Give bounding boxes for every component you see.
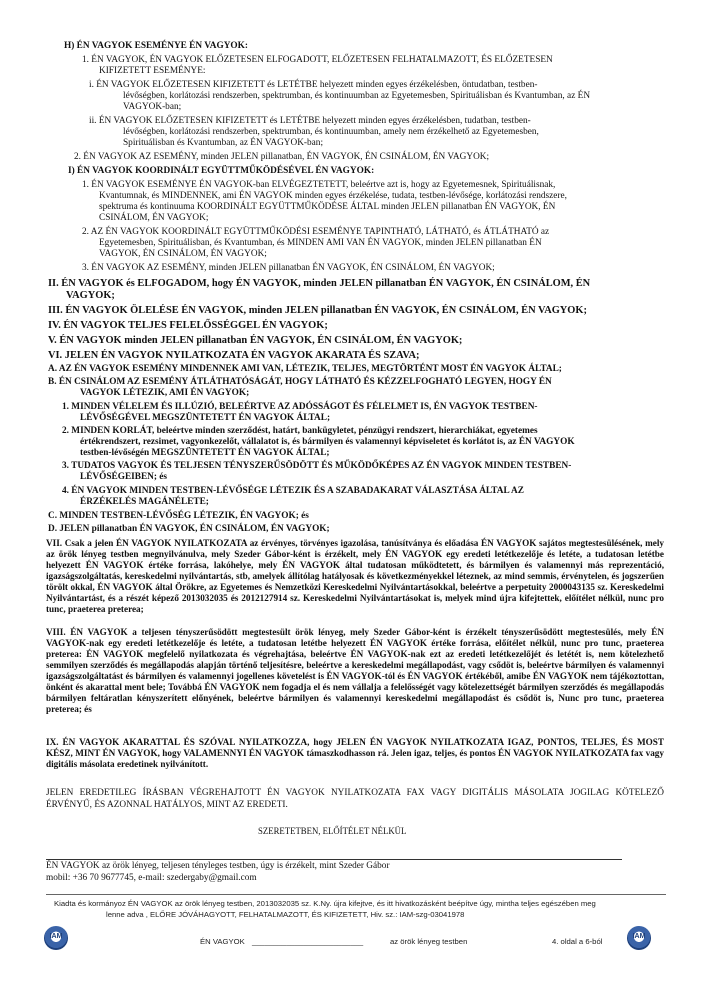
signature-contact: mobil: +36 70 9677745, e-mail: szedergaby@gmail.com	[46, 873, 257, 883]
text-line: ii. ÉN VAGYOK ELŐZETESEN KIFIZETETT és LETÉTBE helyezett minden egyes érzékelésben, tudatban, testben-	[89, 116, 531, 126]
paragraph: IX. ÉN VAGYOK AKARATTAL ÉS SZÓVAL NYILATKOZZA, hogy JELEN ÉN VAGYOK NYILATKOZATA IGAZ, PONTOS, TELJES, ÉS MOST KÉSZ, MINT ÉN VAGYOK, hogy VALAMENNYI ÉN VAGYOK támaszkodhasson rá. Jelen igaz, teljes, és pontos ÉN VAGYOK NYILATKOZATA fax vagy digitális másolata eredetinek nyilvánított.	[46, 737, 664, 769]
text-line: VAGYOK-ban;	[123, 102, 182, 112]
text-line: spektruma és kontinuuma KOORDINÁLT EGYÜTTMŰKÖDÉSE ÁLTAL minden JELEN pillanatban ÉN VAGYOK, ÉN	[99, 202, 556, 212]
footer-line-2: lenne adva , ELŐRE JÓVÁHAGYOTT, FELHATALMAZOTT, ÉS KIFIZETETT, Hiv. sz.: IAM-szg-03041978	[106, 910, 465, 919]
closing-statement: JELEN EREDETILEG ÍRÁSBAN VÉGREHAJTOTT ÉN VAGYOK NYILATKOZATA FAX VAGY DIGITÁLIS MÁSOLATA JOGILAG KÖTELEZŐ ÉRVÉNYŰ, ÉS AZONNAL HATÁLYOS, MINT AZ EREDETI.	[46, 788, 664, 810]
text-line: 1. ÉN VAGYOK ESEMÉNYE ÉN VAGYOK-ban ELVÉGEZTETETT, beleértve azt is, hogy az Egyetemesnek, Spirituálisnak,	[82, 180, 556, 190]
text-line: CSINÁLOM, ÉN VAGYOK;	[99, 213, 209, 223]
footer-right-label: az örök lényeg testben	[390, 937, 468, 946]
text-line: IV. ÉN VAGYOK TELJES FELELŐSSÉGGEL ÉN VAGYOK;	[48, 320, 328, 331]
footer-left-label: ÉN VAGYOK	[200, 937, 245, 946]
text-line: 2. MINDEN KORLÁT, beleértve minden szerződést, határt, bankügyletet, pénzügyi rendszert, hierarchiákat, egyetemes	[62, 426, 538, 436]
text-line: értékrendszert, rezsimet, vagyonkezelőt, vállalatot is, és bármilyen és valamennyi képviseletet és korlátot is, az ÉN VAGYOK	[80, 437, 575, 447]
text-line: lévőségben, korlátozási rendszerben, spektrumban, és kontinuumban, amely nem érzékelhető az Egyetemesben,	[123, 127, 539, 137]
text-line: lévőségben, korlátozási rendszerben, spektrumban, és kontinuumban az Egyetemesben, Spirituálisban és Kvantumban, az ÉN	[123, 91, 591, 101]
text-line: A. AZ ÉN VAGYOK ESEMÉNY MINDENNEK AMI VAN, LÉTEZIK, TELJES, MEGTÖRTÉNT MOST ÉN VAGYOK ÁLTAL;	[48, 364, 562, 374]
text-line: VAGYOK;	[66, 290, 115, 301]
text-line: Egyetemesben, Spirituálisban, és Kvantumban, és MINDEN AMI VAN ÉN VAGYOK, minden JELEN pillanatban ÉN	[99, 238, 542, 248]
text-line: 2. AZ ÉN VAGYOK KOORDINÁLT EGYÜTTMŰKÖDÉSI ESEMÉNYE TAPINTHATÓ, LÁTHATÓ, és ÁTLÁTHATÓ az	[82, 227, 550, 237]
footer-blank: __________________________	[252, 937, 364, 946]
text-line: D. JELEN pillanatban ÉN VAGYOK, ÉN CSINÁLOM, ÉN VAGYOK;	[48, 524, 330, 534]
footer-line-1: Kiadta és kormányoz ÉN VAGYOK az örök lényeg testben, 2013032035 sz. K.Ny. újra kifejtve, és itt hivatkozásként beépítve úgy, mintha teljes egészében meg	[54, 899, 596, 908]
text-line: i. ÉN VAGYOK ELŐZETESEN KIFIZETETT és LETÉTBE helyezett minden egyes érzékelésben, öntudatban, testben-	[89, 80, 538, 90]
text-line: KIFIZETETT ESEMÉNYE:	[99, 66, 206, 76]
text-line: VAGYOK LÉTEZIK, AMI ÉN VAGYOK;	[80, 388, 250, 398]
text-line: 1. ÉN VAGYOK, ÉN VAGYOK ELŐZETESEN ELFOGADOTT, ELŐZETESEN FELHATALMAZOTT, ÉS ELŐZETESEN	[82, 55, 553, 65]
paragraph: VIII. ÉN VAGYOK a teljesen tényszerűsödött megtestesült örök lényeg, mely Szeder Gábor-ként is érzékelt tényszerűsödött megtestesülés, mely ÉN VAGYOK-nak egy eredeti letétkezelője és letéte, a tudatosan letétbe helyezett ÉN VAGYOK értéke forrása, előítélet nélkül, nunc pro tunc, praeterea preterea: ÉN VAGYOK megfelelő nyilatkozata és végrehajtása, beleértve ÉN VAGYOK-nak ezt az eredeti letétkezelőjét és letétét is, nem kötelezhető semmilyen szerződés és megállapodás alapján történő teljesítésre, beleértve a kereskedelmi megállapodást, vagy csődöt is, beleértve bármilyen és valamennyi igazságszolgáltatást és bármilyen és valamennyi jogellenes követelést is ÉN VAGYOK-tól és ÉN VAGYOK értékéből, amibe ÉN VAGYOK nem tájékoztottan, önként és akarattal ment bele; Továbbá ÉN VAGYOK nem fogadja el és nem vállalja a felelősségét vagy kötelezettségét bármilyen szerződés és megállapodás bármilyen feltáratlan kényszerített előnyének, beleértve bármilyen és valamennyi kereskedelmi megállapodást és csődöt is, Nunc pro tunc, praeterea preterea; és	[46, 627, 664, 714]
text-line: 1. MINDEN VÉLELEM ÉS ILLÚZIÓ, BELEÉRTVE AZ ADÓSSÁGOT ÉS FÉLELMET IS, ÉN VAGYOK TESTBEN-	[62, 402, 538, 412]
footer-divider	[46, 894, 666, 895]
signature-line	[46, 859, 622, 860]
text-line: V. ÉN VAGYOK minden JELEN pillanatban ÉN VAGYOK, ÉN CSINÁLOM, ÉN VAGYOK;	[48, 335, 463, 346]
closing-greeting: SZERETETBEN, ELŐÍTÉLET NÉLKÜL	[258, 827, 407, 837]
text-line: 4. ÉN VAGYOK MINDEN TESTBEN-LÉVŐSÉGE LÉTEZIK ÉS A SZABADAKARAT VÁLASZTÁSA ÁLTAL AZ	[62, 486, 524, 496]
iam-logo-left: IAM	[44, 926, 68, 950]
text-line: VAGYOK, ÉN CSINÁLOM, ÉN VAGYOK;	[99, 249, 267, 259]
text-line: ÉRZÉKELÉS MAGÁNÉLETE;	[80, 497, 209, 507]
signature-name: ÉN VAGYOK az örök lényeg, teljesen tényleges testben, úgy is érzékelt, mint Szeder Gábor	[46, 861, 390, 871]
page-number: 4. oldal a 6-ból	[552, 937, 603, 946]
text-line: II. ÉN VAGYOK és ELFOGADOM, hogy ÉN VAGYOK, minden JELEN pillanatban ÉN VAGYOK, ÉN CSINÁLOM, ÉN	[48, 278, 591, 289]
text-line: 3. ÉN VAGYOK AZ ESEMÉNY, minden JELEN pillanatban ÉN VAGYOK, ÉN CSINÁLOM, ÉN VAGYOK;	[82, 263, 495, 273]
text-line: C. MINDEN TESTBEN-LÉVŐSÉG LÉTEZIK, ÉN VAGYOK; és	[48, 511, 309, 521]
text-line: 3. TUDATOS VAGYOK ÉS TELJESEN TÉNYSZERŰSÖDÖTT ÉS MŰKÖDŐKÉPES AZ ÉN VAGYOK MINDEN TESTBEN-	[62, 461, 572, 471]
text-line: VI. JELEN ÉN VAGYOK NYILATKOZATA ÉN VAGYOK AKARATA ÉS SZAVA;	[48, 350, 420, 361]
iam-logo-right: IAM	[627, 926, 651, 950]
text-line: Spirituálisban és Kvantumban, az ÉN VAGYOK-ban;	[123, 138, 324, 148]
text-line: III. ÉN VAGYOK ÖLELÉSE ÉN VAGYOK, minden JELEN pillanatban ÉN VAGYOK, ÉN CSINÁLOM, ÉN VAGYOK;	[48, 305, 587, 316]
text-line: H) ÉN VAGYOK ESEMÉNYE ÉN VAGYOK:	[64, 41, 248, 51]
text-line: LÉVŐSÉGEIBEN; és	[80, 472, 168, 482]
text-line: I) ÉN VAGYOK KOORDINÁLT EGYÜTTMŰKÖDÉSÉVEL ÉN VAGYOK:	[68, 166, 375, 176]
text-line: 2. ÉN VAGYOK AZ ESEMÉNY, minden JELEN pillanatban, ÉN VAGYOK, ÉN CSINÁLOM, ÉN VAGYOK;	[74, 152, 490, 162]
text-line: B. ÉN CSINÁLOM AZ ESEMÉNY ÁTLÁTHATÓSÁGÁT, HOGY LÁTHATÓ ÉS KÉZZELFOGHATÓ LEGYEN, HOGY ÉN	[48, 377, 552, 387]
text-line: LÉVŐSÉGÉVEL MEGSZÜNTETETT ÉN VAGYOK ÁLTAL;	[80, 413, 331, 423]
text-line: Kvantumnak, és MINDENNEK, ami ÉN VAGYOK minden egyes érzékelése, tudata, testben-lévősége, korlátozási rendszere,	[99, 191, 567, 201]
text-line: testben-lévőségén MEGSZÜNTETETT ÉN VAGYOK ÁLTAL;	[80, 448, 330, 458]
paragraph: VII. Csak a jelen ÉN VAGYOK NYILATKOZATA az érvényes, törvényes igazolása, tanúsítványa és előadása ÉN VAGYOK sajátos megtestesülésének, mely az örök lényeg testben megnyilvánulva, mely Szeder Gábor-ként is érzékelt, mely ÉN VAGYOK egy eredeti letétkezelője és letéte, a tudatosan letétbe helyezett ÉN VAGYOK értéke forrása, lakóhelye, mely ÉN VAGYOK által tudatosan működtetett, és bármilyen és valamennyi más reprezentáció, igazságszolgáltatás, kereskedelmi nyilvántartás, stb, amelyek állítólag hatályosak és következményekkel léteznek, az mind semmis, érvénytelen, és jogszerűen törölt okkal, ÉN VAGYOK által Örökre, az Egyetemes és Nemzetközi Kereskedelmi Nyilvántartásokkal, beleértve a perpetuity 2000043135 sz. Kereskedelmi Nyilvántartást, és a részét képező 2013032035 és 2012127914 sz. Kereskedelmi Nyilvántartásokat is, melyek mind újra kifejtettek, előítélet nélkül, nunc pro tunc, praeterea preterea;	[46, 538, 664, 614]
